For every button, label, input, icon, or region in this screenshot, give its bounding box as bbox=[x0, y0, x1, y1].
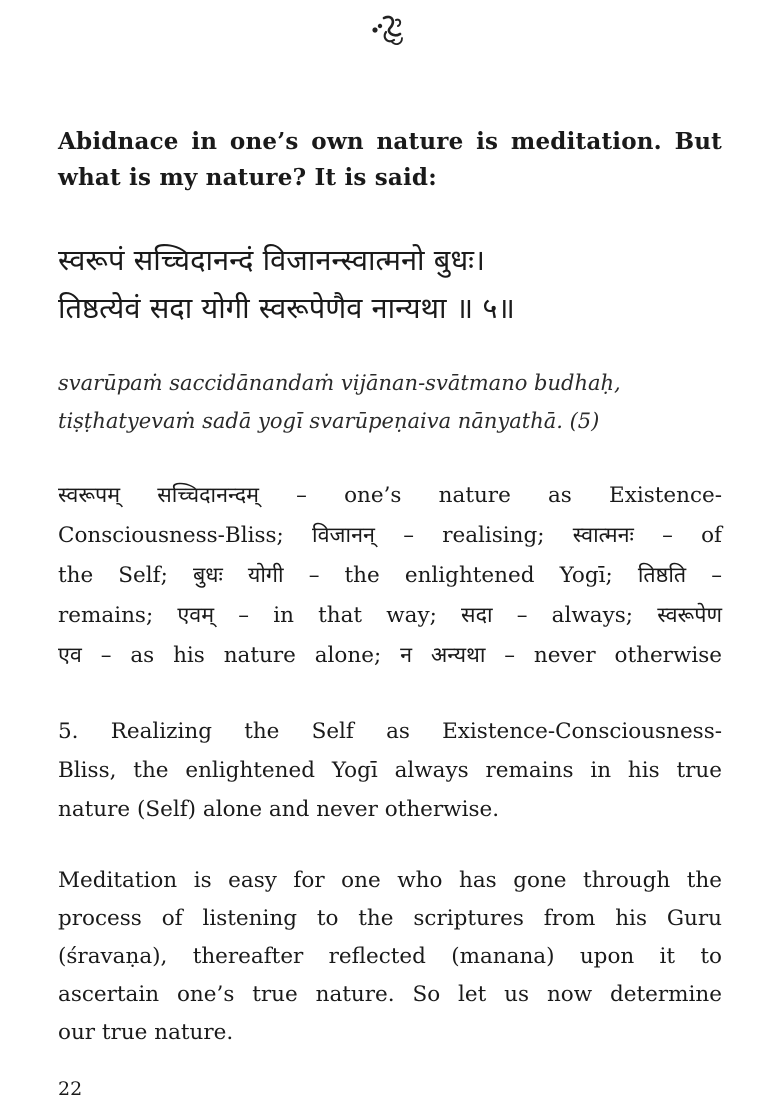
commentary-paragraph bbox=[58, 862, 722, 1052]
floral-ornament-icon bbox=[366, 8, 410, 48]
page-number: 22 bbox=[58, 1078, 83, 1100]
meaning-line-3: nature (Self) alone and never otherwise. bbox=[58, 797, 500, 822]
word-meanings-line-5: एव – as his nature alone; न अन्यथा – never otherwise bbox=[58, 643, 722, 668]
commentary-line-1: Meditation is easy for one who has gone through the bbox=[58, 868, 722, 893]
meaning-line-1: 5. Realizing the Self as Existence-Consciousness- bbox=[58, 719, 722, 744]
commentary-line-4: ascertain one’s true nature. So let us now determine bbox=[58, 982, 722, 1007]
transliteration-line-2: tiṣṭhatyevaṁ sadā yogī svarūpeṇaiva nānyathā. (5) bbox=[58, 409, 600, 433]
commentary-line-3: (śravaṇa), thereafter reflected (manana) upon it to bbox=[58, 944, 722, 969]
word-meanings-line-2: Consciousness-Bliss; विजानन् – realising; स्वात्मनः – of bbox=[58, 523, 722, 548]
word-meanings-line-3: the Self; बुधः योगी – the enlightened Yogī; तिष्ठति – bbox=[58, 563, 722, 588]
verse-line-1: स्वरूपं सच्चिदानन्दं विजानन्स्वात्मनो बुधः। bbox=[58, 243, 486, 277]
meaning-line-2: Bliss, the enlightened Yogī always remains in his true bbox=[58, 758, 722, 783]
transliteration-line-1: svarūpaṁ saccidānandaṁ vijānan-svātmano budhaḥ, bbox=[58, 371, 621, 395]
section-heading bbox=[58, 124, 722, 196]
word-meanings-line-4: remains; एवम् – in that way; सदा – always; स्वरूपेण bbox=[58, 603, 722, 628]
heading-line-1: Abidnace in one’s own nature is meditation. But bbox=[58, 128, 722, 155]
heading-line-2: what is my nature? It is said: bbox=[58, 164, 437, 191]
sanskrit-verse bbox=[58, 236, 722, 332]
verse-transliteration bbox=[58, 364, 722, 440]
word-meanings bbox=[58, 476, 722, 676]
word-meanings-line-1: स्वरूपम् सच्चिदानन्दम् – one’s nature as Existence- bbox=[58, 483, 722, 508]
commentary-line-2: process of listening to the scriptures from his Guru bbox=[58, 906, 722, 931]
commentary-line-5: our true nature. bbox=[58, 1020, 234, 1045]
verse-line-2: तिष्ठत्येवं सदा योगी स्वरूपेणैव नान्यथा ॥ ५॥ bbox=[58, 291, 515, 325]
verse-meaning bbox=[58, 712, 722, 829]
